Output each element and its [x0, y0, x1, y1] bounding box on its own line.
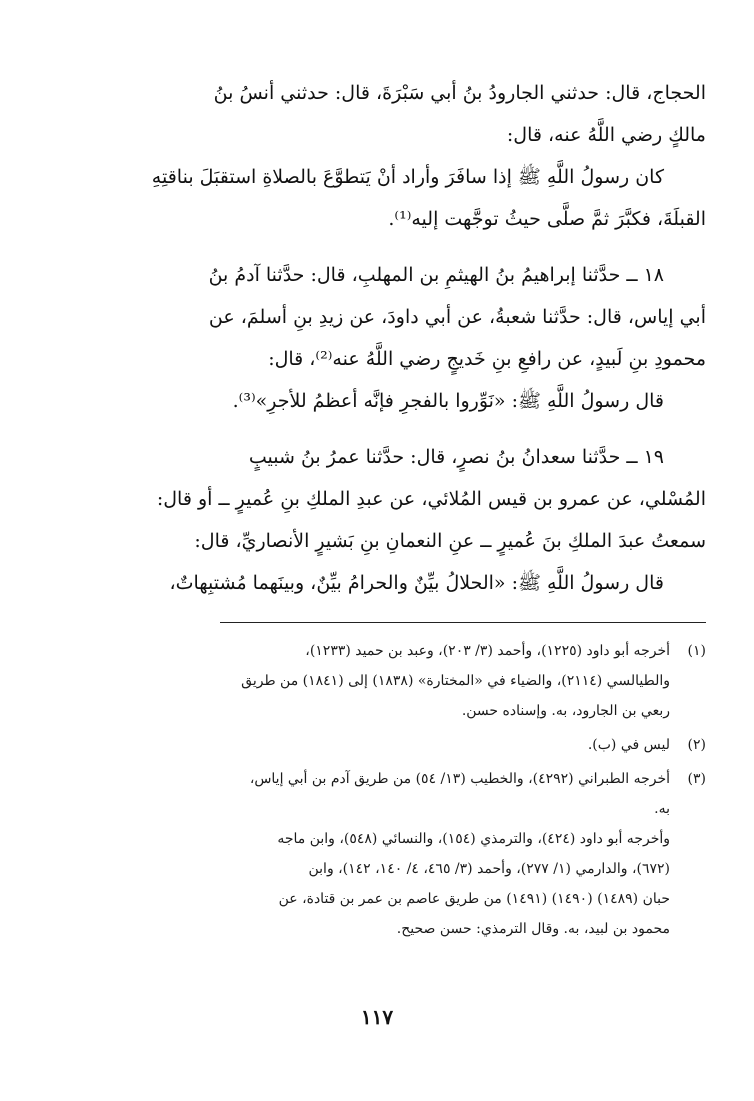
text-line: أبي إياس، قال: حدَّثنا شعبةُ، عن أبي داودَ، عن زيدِ بنِ أسلمَ، عن: [208, 306, 706, 328]
footnote-number: (٢): [687, 737, 706, 753]
text-line: المُسْلي، عن عمرو بن قيس المُلائي، عن عبدِ الملكِ بنِ عُميرٍ ــ أو قال:: [156, 488, 706, 510]
paragraph: [60, 72, 706, 156]
text-line: ١٨ ــ حدَّثنا إبراهيمُ بنُ الهيثمِ بن المهلبِ، قال: حدَّثنا آدمُ بنُ: [208, 264, 664, 286]
footnote-1: [60, 636, 706, 726]
paragraph: [60, 380, 706, 422]
text-line: قال رسولُ اللَّهِ ﷺ: «نَوِّروا بالفجرِ فإنَّه أعظمُ للأجرِ»⁽³⁾.: [232, 390, 664, 412]
footnote-line: والطيالسي (٢١١٤)، والضياء في «المختارة» (١٨٣٨) إلى (١٨٤١) من طريق: [241, 673, 670, 689]
footnote-line: ليس في (ب).: [587, 737, 670, 753]
footnote-line: أخرجه الطبراني (٤٢٩٢)، والخطيب (١٣/ ٥٤) من طريق آدم بن أبي إياس،: [249, 771, 670, 787]
footnote-line: (٦٧٢)، والدارمي (١/ ٢٧٧)، وأحمد (٣/ ٤٦٥، ٤/ ١٤٠، ١٤٢)، وابن: [308, 861, 670, 877]
paragraph: [60, 562, 706, 604]
text-line: قال رسولُ اللَّهِ ﷺ: «الحلالُ بيِّنٌ والحرامُ بيِّنٌ، وبينَهما مُشتبِهاتٌ،: [169, 572, 664, 594]
footnote-number: (١): [687, 643, 706, 659]
footnote-2: [60, 730, 706, 760]
footnote-line: حبان (١٤٨٩) (١٤٩٠) (١٤٩١) من طريق عاصم بن عمر بن قتادة، عن: [278, 891, 670, 907]
paragraph: [60, 156, 706, 240]
footnote-divider: [220, 622, 706, 623]
text-line: ١٩ ــ حدَّثنا سعدانُ بنُ نصرٍ، قال: حدَّثنا عمرُ بنُ شبيبٍ: [248, 446, 664, 468]
footnote-line: وأخرجه أبو داود (٤٢٤)، والترمذي (١٥٤)، والنسائي (٥٤٨)، وابن ماجه: [277, 831, 670, 847]
footnote-body: [60, 636, 670, 726]
footnote-line: أخرجه أبو داود (١٢٢٥)، وأحمد (٣/ ٢٠٣)، وعبد بن حميد (١٢٣٣)،: [305, 643, 670, 659]
hadith-19: [60, 436, 706, 562]
text-line: سمعتُ عبدَ الملكِ بنَ عُميرٍ ــ عنِ النعمانِ بنِ بَشيرٍ الأنصاريِّ، قال:: [194, 530, 706, 552]
text-line: محمودِ بنِ لَبيدٍ، عن رافعِ بنِ خَديجٍ رضي اللَّهُ عنه⁽²⁾، قال:: [268, 348, 706, 370]
paragraph-gap: [60, 422, 706, 436]
text-line: الحجاج، قال: حدثني الجارودُ بنُ أبي سَبْرَةَ، قال: حدثني أنسُ بنُ: [213, 82, 706, 104]
text-line: مالكٍ رضي اللَّهُ عنه، قال:: [506, 124, 706, 146]
footnote-body: [60, 730, 670, 760]
page-number: ١١٧: [360, 1005, 394, 1029]
footnotes: [60, 636, 706, 948]
text-line: كان رسولُ اللَّهِ ﷺ إذا سافَرَ وأراد أنْ يَتطوَّعَ بالصلاةِ استقبَلَ بناقتِهِ: [151, 166, 664, 188]
main-text: [60, 72, 706, 604]
paragraph-gap: [60, 240, 706, 254]
footnote-line: محمود بن لبيد، به. وقال الترمذي: حسن صحيح.: [396, 921, 670, 937]
footnote-3: [60, 764, 706, 944]
footnote-line: به.: [654, 801, 670, 817]
footnote-line: ربعي بن الجارود، به. وإسناده حسن.: [461, 703, 670, 719]
footnote-body: [60, 764, 670, 944]
footnote-number: (٣): [687, 771, 706, 787]
hadith-18: [60, 254, 706, 380]
text-line: القبلَةَ، فكبَّرَ ثمَّ صلَّى حيثُ توجَّهت إليه⁽¹⁾.: [388, 208, 706, 230]
